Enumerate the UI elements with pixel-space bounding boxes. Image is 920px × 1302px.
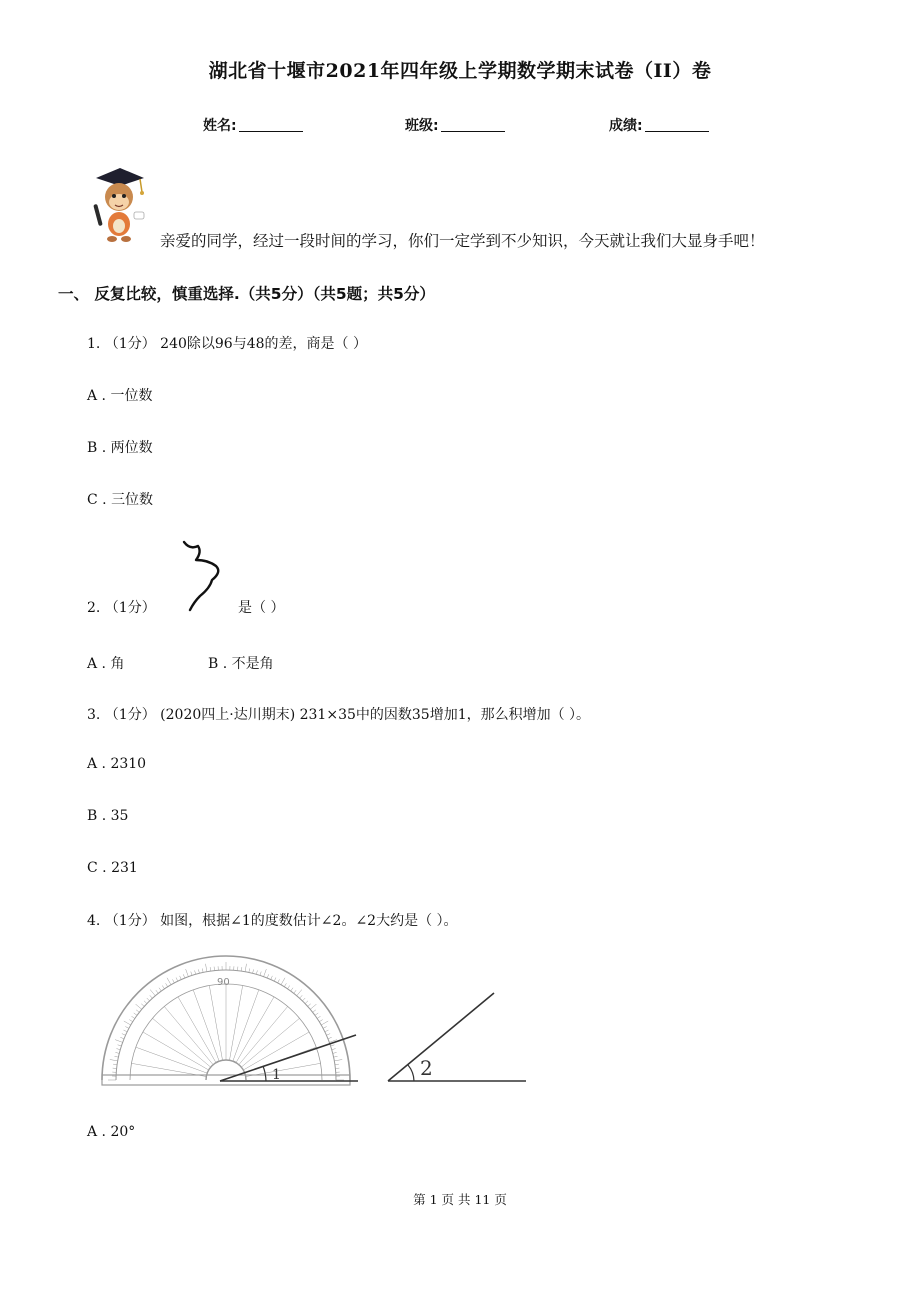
protractor-tick: [122, 1034, 126, 1036]
protractor-tick: [167, 978, 171, 985]
protractor-tick: [183, 974, 184, 978]
squiggle-line-figure: [180, 538, 232, 614]
protractor-tick: [249, 968, 250, 972]
question-3-option-a[interactable]: A . 2310: [87, 756, 147, 772]
protractor-tick: [120, 1037, 124, 1038]
protractor-tick: [150, 995, 153, 998]
score-blank[interactable]: [645, 117, 709, 132]
protractor-tick: [297, 990, 302, 996]
protractor-tick: [141, 1004, 144, 1007]
angle-2-label: 2: [420, 1056, 433, 1080]
protractor-ray: [233, 990, 259, 1061]
protractor-90-label: 90: [217, 977, 230, 988]
protractor-tick: [291, 988, 293, 991]
protractor-ray: [136, 1047, 207, 1073]
class-blank[interactable]: [441, 117, 505, 132]
protractor-tick: [195, 970, 196, 974]
protractor-tick: [313, 1010, 316, 1012]
protractor-tick: [136, 1010, 139, 1012]
score-field: [609, 115, 709, 135]
protractor-tick: [331, 1045, 335, 1046]
protractor-tick: [288, 985, 290, 988]
protractor-tick: [294, 990, 296, 993]
protractor-tick: [115, 1052, 119, 1053]
protractor-tick: [134, 1013, 137, 1015]
greeting-text: 亲爱的同学，经过一段时间的学习，你们一定学到不少知识，今天就让我们大显身手吧！: [160, 232, 765, 250]
question-1-option-a[interactable]: A . 一位数: [87, 388, 153, 404]
protractor-tick: [206, 964, 207, 972]
protractor-tick: [118, 1045, 122, 1046]
protractor-tick: [319, 1020, 322, 1022]
protractor-tick: [162, 985, 164, 988]
protractor-tick: [281, 978, 285, 985]
question-1-option-b[interactable]: B . 两位数: [87, 440, 153, 456]
name-field: [203, 115, 303, 135]
class-field: [405, 115, 505, 135]
protractor-tick: [114, 1056, 118, 1057]
protractor-tick: [308, 1004, 311, 1007]
protractor-tick: [253, 969, 254, 973]
protractor-tick: [332, 1049, 336, 1050]
protractor-tick: [131, 1016, 134, 1018]
protractor-tick: [260, 972, 261, 976]
protractor-tick: [274, 978, 276, 982]
protractor-tick: [124, 1021, 131, 1025]
protractor-tick: [321, 1021, 328, 1025]
question-4-stem: 4. （1分） 如图，根据∠1的度数估计∠2。∠2大约是（ ）。: [87, 913, 458, 929]
protractor-tick: [110, 1060, 118, 1061]
protractor-tick: [241, 967, 242, 971]
protractor-tick: [124, 1030, 128, 1032]
protractor-tick: [334, 1060, 342, 1061]
name-label: 姓名:: [203, 118, 237, 134]
protractor-tick: [326, 1034, 330, 1036]
protractor-tick: [198, 969, 199, 973]
question-4-option-a[interactable]: A . 20°: [87, 1124, 136, 1140]
angle-1-label: 1: [272, 1067, 281, 1083]
question-1-option-c[interactable]: C . 三位数: [87, 492, 154, 508]
protractor-tick: [335, 1064, 339, 1065]
protractor-tick: [136, 1004, 142, 1009]
mascot-student-image: [88, 166, 152, 246]
protractor-tick: [144, 1001, 147, 1004]
protractor-tick: [191, 972, 192, 976]
protractor-tick: [116, 1049, 120, 1050]
question-3-stem: 3. （1分） (2020四上·达川期末) 231×35中的因数35增加1，那么积增加（ ）。: [87, 707, 591, 723]
protractor-tick: [147, 998, 150, 1001]
protractor-tick: [278, 979, 280, 983]
protractor-tick: [166, 983, 168, 986]
protractor-tick: [315, 1013, 318, 1015]
protractor-tick: [271, 976, 273, 980]
protractor-ray: [209, 985, 222, 1060]
protractor-tick: [267, 974, 268, 978]
protractor-tick: [113, 1064, 117, 1065]
protractor-tick: [245, 964, 246, 972]
question-2-tail: 是（ ）: [238, 600, 285, 616]
protractor-tick: [156, 990, 158, 993]
score-label: 成绩:: [609, 118, 643, 134]
page-title: 湖北省十堰市2021年四年级上学期数学期末试卷（II）卷: [208, 60, 712, 82]
protractor-tick: [202, 968, 203, 972]
protractor-tick: [210, 967, 211, 971]
question-2-option-b[interactable]: B . 不是角: [208, 656, 274, 672]
protractor-tick: [180, 976, 182, 980]
protractor-tick: [325, 1030, 329, 1032]
protractor-ray: [193, 990, 219, 1061]
protractor-tick: [334, 1056, 338, 1057]
protractor-tick: [150, 990, 155, 996]
protractor-tick: [284, 983, 286, 986]
question-1-stem: 1. （1分） 240除以96与48的差，商是（ ）: [87, 336, 367, 352]
question-2-number: 2. （1分）: [87, 600, 156, 616]
page-footer: 第 1 页 共 11 页: [413, 1192, 507, 1207]
protractor-tick: [159, 988, 161, 991]
protractor-tick: [186, 969, 189, 977]
protractor-tick: [176, 978, 178, 982]
protractor-tick: [129, 1020, 132, 1022]
protractor-tick: [115, 1040, 123, 1043]
protractor-tick: [328, 1037, 332, 1038]
protractor-tick: [125, 1026, 129, 1028]
protractor-tick: [305, 1001, 308, 1004]
protractor-tick: [300, 995, 303, 998]
name-blank[interactable]: [239, 117, 303, 132]
protractor-tick: [333, 1052, 337, 1053]
protractor: [102, 956, 350, 1085]
protractor-tick: [302, 998, 305, 1001]
protractor-ray: [229, 985, 242, 1060]
protractor-tick: [264, 969, 267, 977]
protractor-tick: [172, 979, 174, 983]
protractor-tick: [310, 1004, 316, 1009]
protractor-tick: [256, 970, 257, 974]
question-2-option-a[interactable]: A . 角: [87, 656, 125, 672]
question-3-option-c[interactable]: C . 231: [87, 860, 138, 876]
section-heading: 一、 反复比较，慎重选择.（共5分）（共5题；共5分）: [58, 285, 435, 303]
protractor-tick: [317, 1016, 320, 1018]
class-label: 班级:: [405, 118, 439, 134]
protractor-tick: [323, 1026, 327, 1028]
protractor-angle-figure: [96, 955, 536, 1095]
question-3-option-b[interactable]: B . 35: [87, 808, 129, 824]
